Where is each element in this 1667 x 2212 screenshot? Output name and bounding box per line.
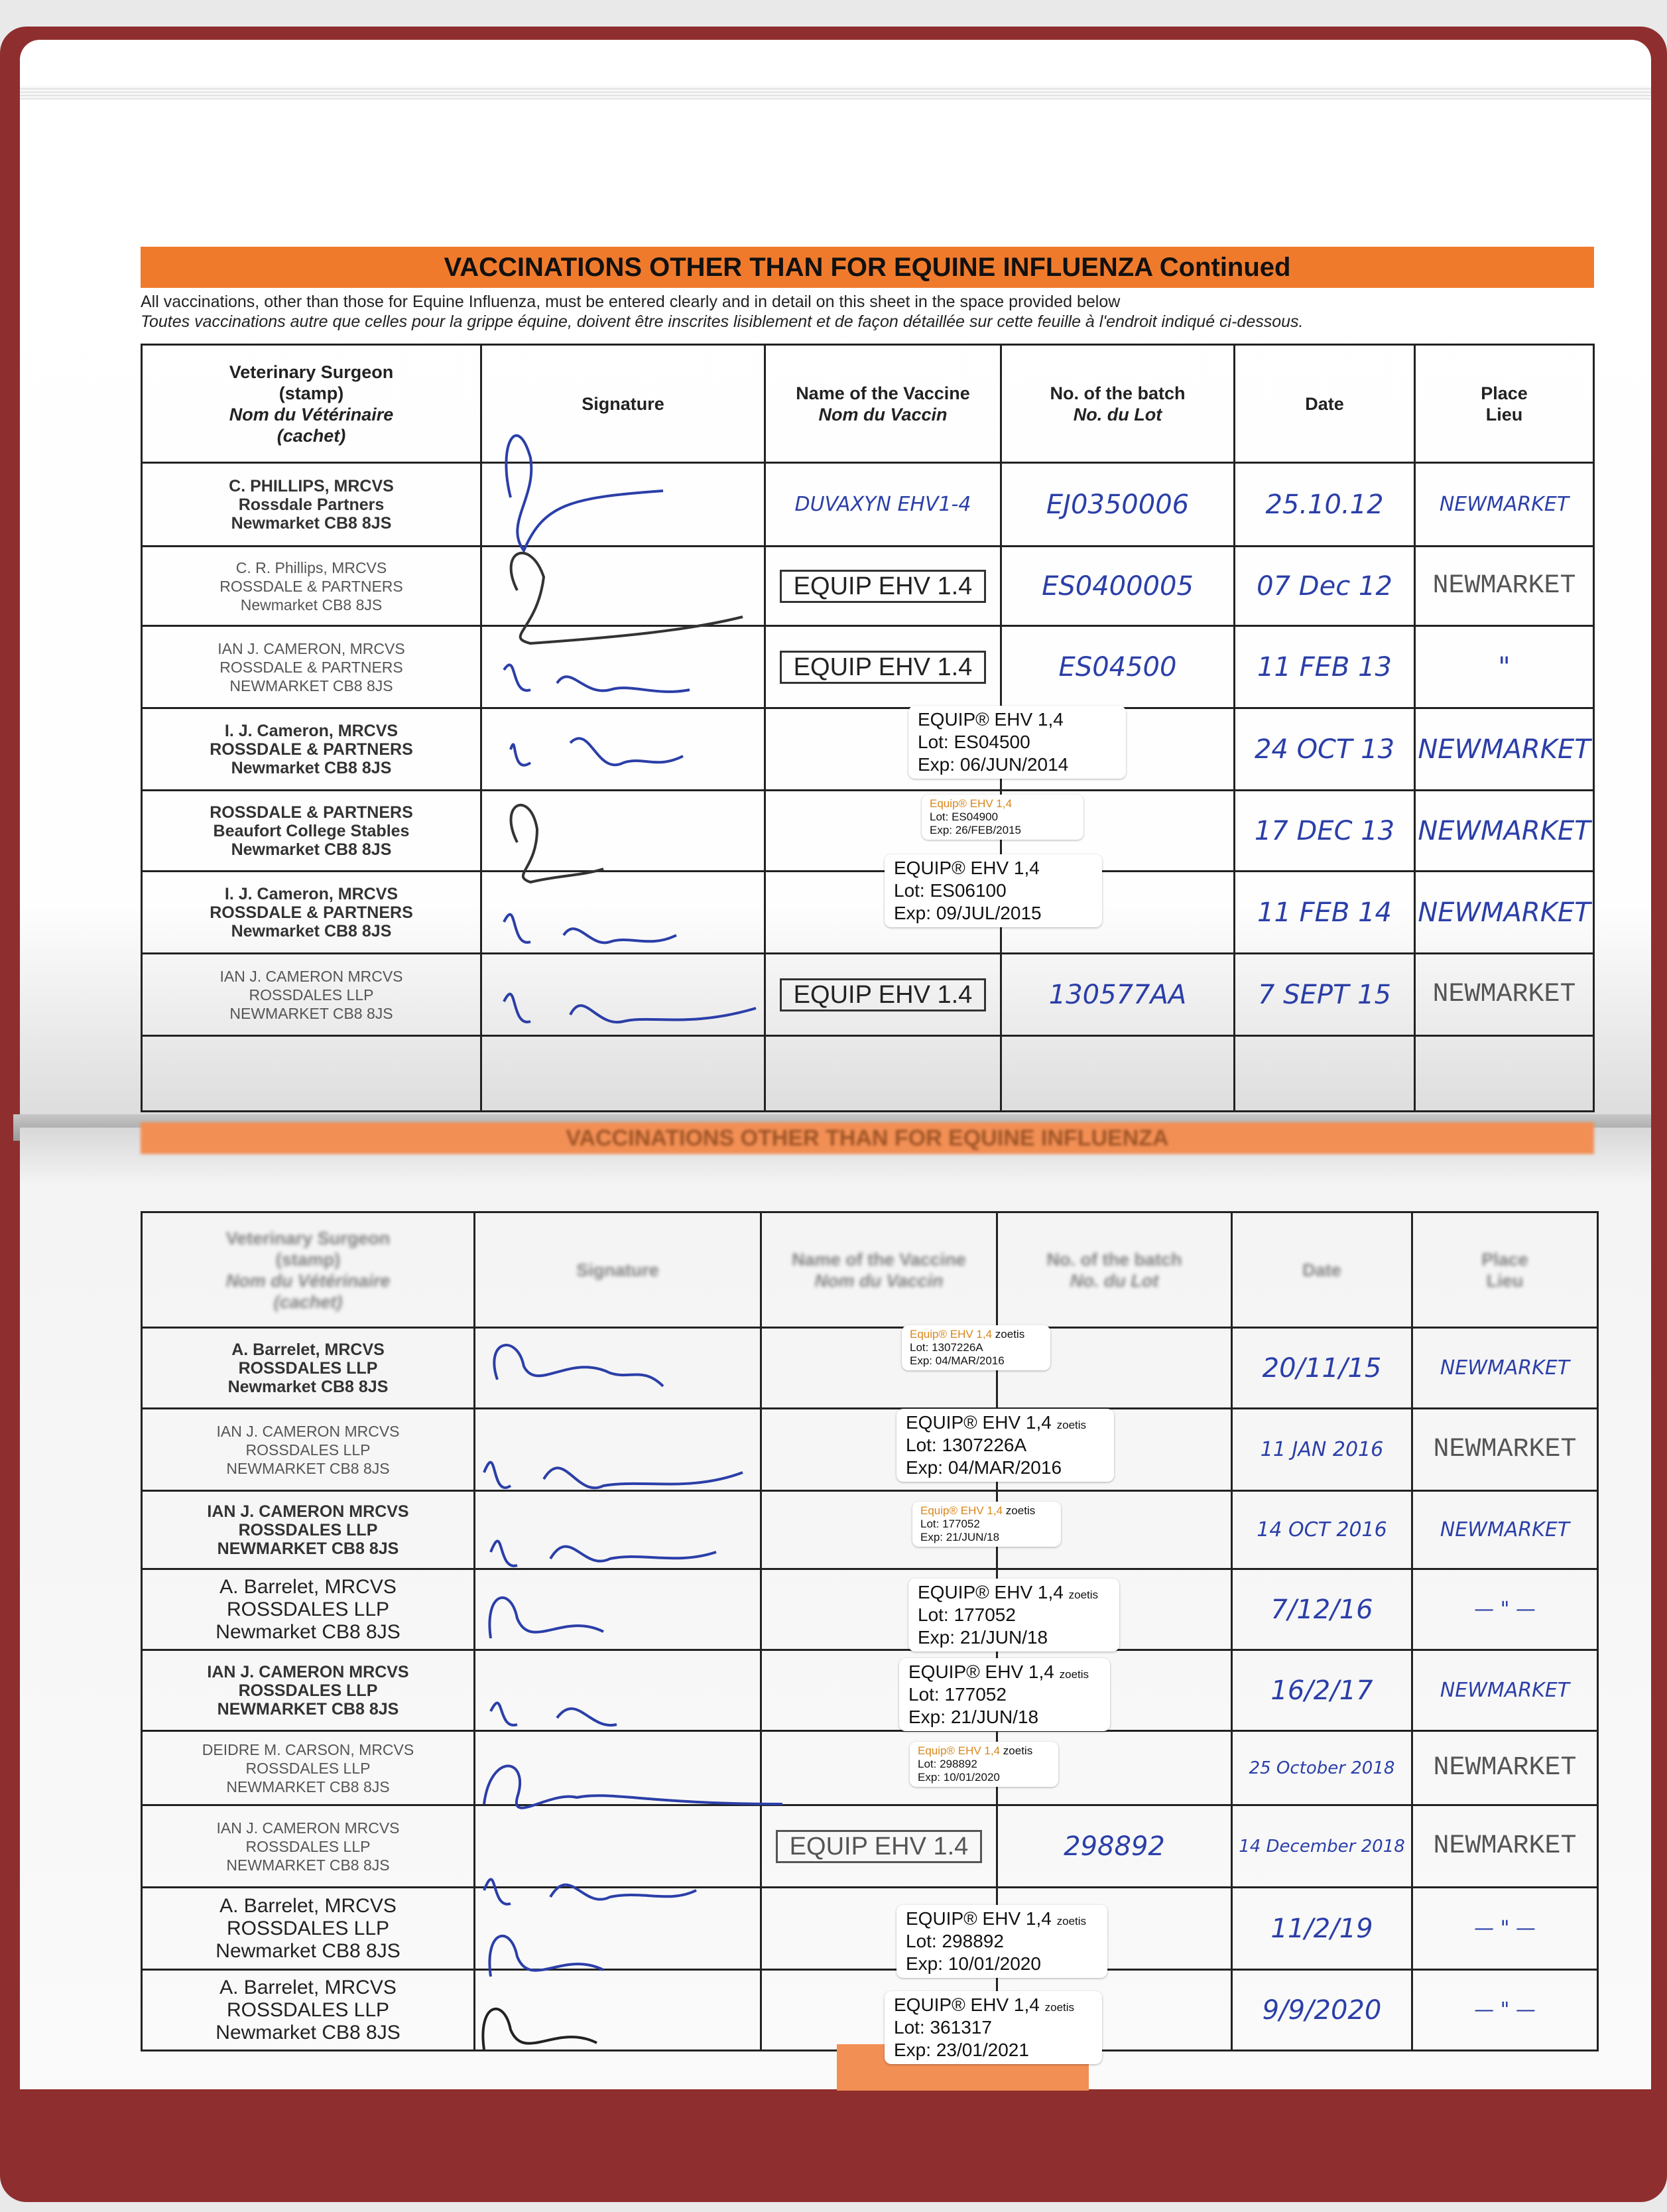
date: 7/12/16 <box>1232 1569 1412 1650</box>
instructions-fr: Toutes vaccinations autre que celles pour la grippe équine, doivent être inscrites lisiblement et de façon détaillée sur cette feuille à l'endroit indiqué ci-dessous. <box>141 312 1304 331</box>
vaccine-stamp: EQUIP EHV 1.4 <box>776 1830 983 1863</box>
date: 17 DEC 13 <box>1235 791 1415 872</box>
vaccine-stamp: EQUIP EHV 1.4 <box>780 651 987 684</box>
vaccine-sticker: EQUIP® EHV 1,4 zoetis Lot: 1307226A Exp: 04/MAR/2016 <box>896 1409 1114 1482</box>
vet-stamp: A. Barrelet, MRCVS ROSSDALES LLP Newmarket CB8 8JS <box>142 1569 475 1650</box>
vaccine-name <box>765 954 1001 1036</box>
header-vaccine: Name of the Vaccine Nom du Vaccin <box>761 1212 997 1328</box>
date: 24 OCT 13 <box>1235 708 1415 791</box>
place: NEWMARKET <box>1415 872 1594 954</box>
header-date: Date <box>1232 1212 1412 1328</box>
batch-number: ES0400005 <box>1001 547 1235 626</box>
vet-stamp: IAN J. CAMERON MRCVS ROSSDALES LLP NEWMARKET CB8 8JS <box>142 1409 475 1491</box>
table-row <box>142 1731 1598 1805</box>
table-header-row <box>142 345 1594 463</box>
vet-stamp: A. Barrelet, MRCVS ROSSDALES LLP Newmarket CB8 8JS <box>142 1328 475 1409</box>
place: NEWMARKET <box>1415 954 1594 1036</box>
vet-stamp: A. Barrelet, MRCVS ROSSDALES LLP Newmarket CB8 8JS <box>142 1970 475 2051</box>
place: — " — <box>1412 1888 1598 1970</box>
date: 25 October 2018 <box>1232 1731 1412 1805</box>
batch-number: 298892 <box>997 1805 1232 1888</box>
vaccination-table <box>141 1211 1599 2051</box>
vet-stamp: DEIDRE M. CARSON, MRCVS ROSSDALES LLP NEWMARKET CB8 8JS <box>142 1731 475 1805</box>
vaccine-stamp: EQUIP EHV 1.4 <box>780 978 987 1011</box>
place: NEWMARKET <box>1412 1409 1598 1491</box>
date: 14 December 2018 <box>1232 1805 1412 1888</box>
table-row <box>142 791 1594 872</box>
header-vet: Veterinary Surgeon (stamp) Nom du Vétérinaire (cachet) <box>142 345 481 463</box>
table-row <box>142 1328 1598 1409</box>
place: NEWMARKET <box>1412 1731 1598 1805</box>
section-title: VACCINATIONS OTHER THAN FOR EQUINE INFLUENZA <box>566 1126 1169 1151</box>
signatures-top <box>491 418 769 1068</box>
batch-number: ES04500 <box>1001 626 1235 708</box>
date: 14 OCT 2016 <box>1232 1491 1412 1569</box>
place: NEWMARKET <box>1415 708 1594 791</box>
date: 11 FEB 13 <box>1235 626 1415 708</box>
place: NEWMARKET <box>1412 1650 1598 1731</box>
batch-number: EJ0350006 <box>1001 463 1235 547</box>
table-row <box>142 1970 1598 2051</box>
batch-number: 130577AA <box>1001 954 1235 1036</box>
vaccine-name: DUVAXYN EHV1-4 <box>765 463 1001 547</box>
section-title: VACCINATIONS OTHER THAN FOR EQUINE INFLUENZA Continued <box>444 253 1291 282</box>
vet-stamp: IAN J. CAMERON MRCVS ROSSDALES LLP NEWMARKET CB8 8JS <box>142 1650 475 1731</box>
section-header-band <box>141 247 1594 288</box>
table-row <box>142 1888 1598 1970</box>
header-date: Date <box>1235 345 1415 463</box>
date: 11 JAN 2016 <box>1232 1409 1412 1491</box>
table-row <box>142 1650 1598 1731</box>
vet-stamp: C. R. Phillips, MRCVS ROSSDALE & PARTNERS Newmarket CB8 8JS <box>142 547 481 626</box>
vaccine-name <box>765 626 1001 708</box>
vaccine-stamp: EQUIP EHV 1.4 <box>780 570 987 603</box>
header-place: Place Lieu <box>1415 345 1594 463</box>
place: NEWMARKET <box>1412 1328 1598 1409</box>
header-place: Place Lieu <box>1412 1212 1598 1328</box>
place: NEWMARKET <box>1415 547 1594 626</box>
place: — " — <box>1412 1970 1598 2051</box>
date: 25.10.12 <box>1235 463 1415 547</box>
table-row <box>142 954 1594 1036</box>
table-row <box>142 1805 1598 1888</box>
table-row <box>142 626 1594 708</box>
vet-stamp: IAN J. CAMERON MRCVS ROSSDALES LLP NEWMARKET CB8 8JS <box>142 954 481 1036</box>
page-edge <box>20 86 1651 99</box>
vet-stamp: C. PHILLIPS, MRCVS Rossdale Partners Newmarket CB8 8JS <box>142 463 481 547</box>
vaccine-sticker: Equip® EHV 1,4 Lot: ES04900 Exp: 26/FEB/2015 <box>922 795 1083 840</box>
place: NEWMARKET <box>1415 463 1594 547</box>
table-row-empty <box>142 1036 1594 1112</box>
section-header-band <box>141 1122 1594 1154</box>
table-row <box>142 463 1594 547</box>
date: 11 FEB 14 <box>1235 872 1415 954</box>
date: 9/9/2020 <box>1232 1970 1412 2051</box>
signatures-bottom <box>477 1327 796 2056</box>
header-batch: No. of the batch No. du Lot <box>997 1212 1232 1328</box>
header-vet: Veterinary Surgeon (stamp) Nom du Vétérinaire (cachet) <box>142 1212 475 1328</box>
vaccine-sticker: Equip® EHV 1,4 zoetis Lot: 298892 Exp: 10/01/2020 <box>910 1742 1058 1787</box>
vaccine-sticker: EQUIP® EHV 1,4 zoetis Lot: 361317 Exp: 23/01/2021 <box>885 1991 1102 2064</box>
instructions <box>141 292 1599 332</box>
vaccine-sticker: Equip® EHV 1,4 zoetis Lot: 1307226A Exp: 04/MAR/2016 <box>902 1325 1050 1370</box>
vet-stamp: A. Barrelet, MRCVS ROSSDALES LLP Newmarket CB8 8JS <box>142 1888 475 1970</box>
date: 11/2/19 <box>1232 1888 1412 1970</box>
table-header-row <box>142 1212 1598 1328</box>
table-row <box>142 1569 1598 1650</box>
place: NEWMARKET <box>1415 791 1594 872</box>
vaccine-name <box>761 1805 997 1888</box>
place: — " — <box>1412 1569 1598 1650</box>
date: 07 Dec 12 <box>1235 547 1415 626</box>
vaccine-sticker: EQUIP® EHV 1,4 zoetis Lot: 177052 Exp: 21/JUN/18 <box>899 1658 1110 1731</box>
vet-stamp: ROSSDALE & PARTNERS Beaufort College Stables Newmarket CB8 8JS <box>142 791 481 872</box>
place: NEWMARKET <box>1412 1491 1598 1569</box>
vaccine-sticker: EQUIP® EHV 1,4 zoetis Lot: 298892 Exp: 10/01/2020 <box>896 1905 1107 1978</box>
place: NEWMARKET <box>1412 1805 1598 1888</box>
table-row <box>142 1409 1598 1491</box>
vet-stamp: IAN J. CAMERON MRCVS ROSSDALES LLP NEWMARKET CB8 8JS <box>142 1805 475 1888</box>
place: " <box>1415 626 1594 708</box>
vet-stamp: IAN J. CAMERON, MRCVS ROSSDALE & PARTNERS NEWMARKET CB8 8JS <box>142 626 481 708</box>
vaccine-name <box>765 547 1001 626</box>
date: 20/11/15 <box>1232 1328 1412 1409</box>
date: 7 SEPT 15 <box>1235 954 1415 1036</box>
date: 16/2/17 <box>1232 1650 1412 1731</box>
instructions-en: All vaccinations, other than those for Equine Influenza, must be entered clearly and in detail on this sheet in the space provided below <box>141 293 1121 311</box>
vaccination-table <box>141 344 1595 1112</box>
table-row <box>142 547 1594 626</box>
vet-stamp: I. J. Cameron, MRCVS ROSSDALE & PARTNERS Newmarket CB8 8JS <box>142 872 481 954</box>
header-signature: Signature <box>481 345 765 463</box>
vaccine-sticker: EQUIP® EHV 1,4 zoetis Lot: 177052 Exp: 21/JUN/18 <box>908 1579 1119 1652</box>
vet-stamp: IAN J. CAMERON MRCVS ROSSDALES LLP NEWMARKET CB8 8JS <box>142 1491 475 1569</box>
table-row <box>142 1491 1598 1569</box>
vaccine-sticker: EQUIP® EHV 1,4 Lot: ES06100 Exp: 09/JUL/2015 <box>885 854 1102 927</box>
header-batch: No. of the batch No. du Lot <box>1001 345 1235 463</box>
table-row <box>142 708 1594 791</box>
header-signature: Signature <box>475 1212 761 1328</box>
vaccine-sticker: EQUIP® EHV 1,4 Lot: ES04500 Exp: 06/JUN/2014 <box>908 706 1126 779</box>
header-vaccine: Name of the Vaccine Nom du Vaccin <box>765 345 1001 463</box>
vaccine-sticker: Equip® EHV 1,4 zoetis Lot: 177052 Exp: 21/JUN/18 <box>912 1502 1061 1547</box>
table-row <box>142 872 1594 954</box>
vet-stamp: I. J. Cameron, MRCVS ROSSDALE & PARTNERS Newmarket CB8 8JS <box>142 708 481 791</box>
